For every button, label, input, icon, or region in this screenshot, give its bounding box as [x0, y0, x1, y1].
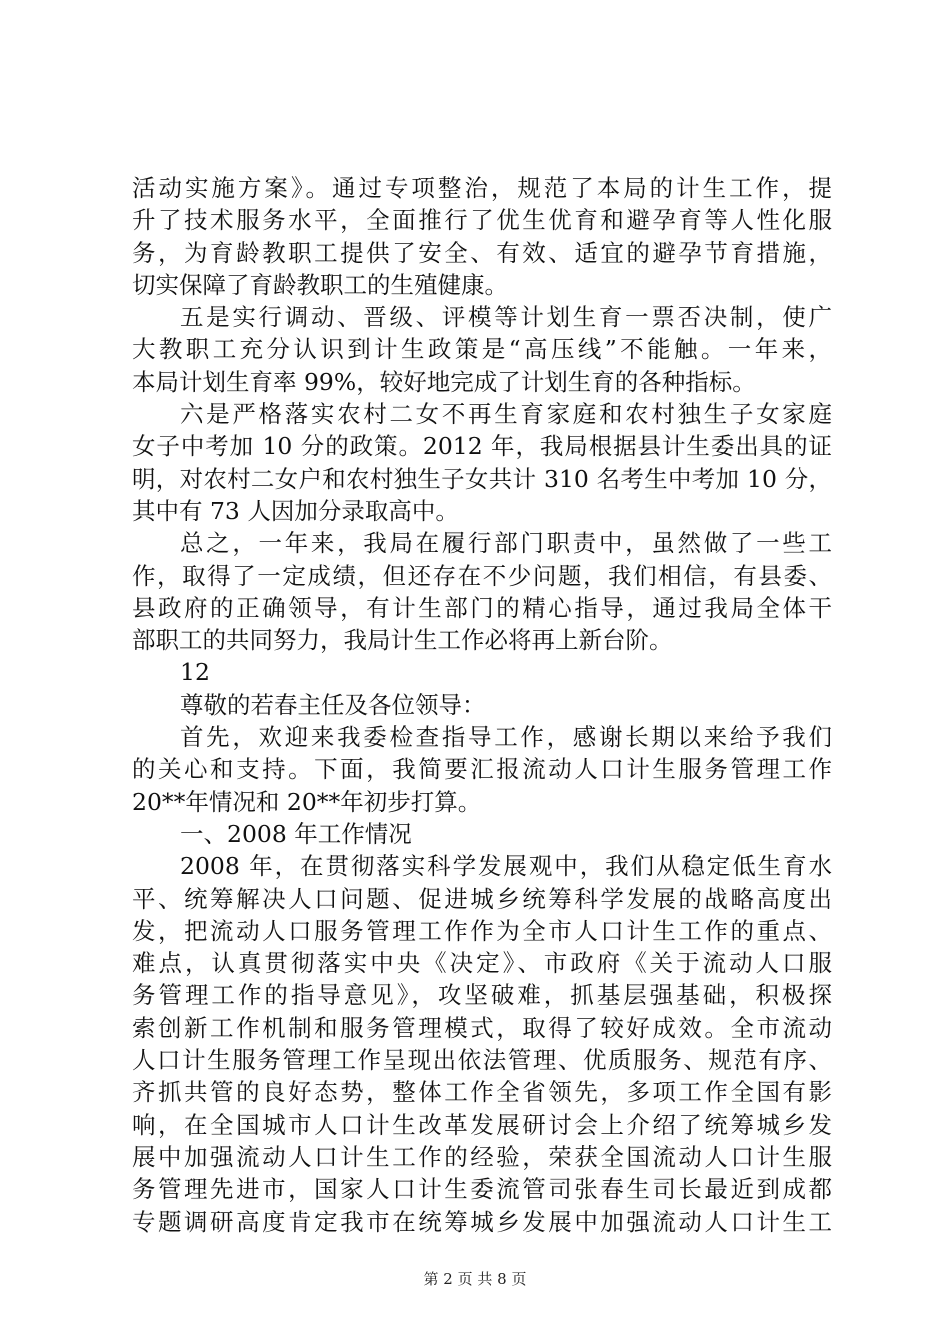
page-number: 第 2 页 共 8 页 [423, 1270, 527, 1288]
text-line: 其中有 73 人因加分录取高中。 [132, 496, 459, 525]
paragraph-start-line: 五是实行调动、晋级、评模等计划生育一票否决制，使广 [180, 303, 832, 332]
text-line: 平、统筹解决人口问题、促进城乡统筹科学发展的战略高度出 [132, 884, 832, 913]
salutation: 尊敬的若春主任及各位领导： [180, 690, 486, 719]
text-line: 务管理工作的指导意见》，攻坚破难，抓基层强基础，积极探 [132, 981, 832, 1010]
text-line: 响，在全国城市人口计生改革发展研讨会上介绍了统筹城乡发 [132, 1110, 832, 1139]
paragraph-start-line: 首先，欢迎来我委检查指导工作，感谢长期以来给予我们 [180, 723, 832, 752]
text-line: 展中加强流动人口计生工作的经验，荣获全国流动人口计生服 [132, 1142, 832, 1171]
text-line: 切实保障了育龄教职工的生殖健康。 [132, 270, 508, 299]
text-line: 活动实施方案》。通过专项整治，规范了本局的计生工作，提 [132, 174, 832, 202]
text-line: 县政府的正确领导，有计生部门的精心指导，通过我局全体干 [132, 593, 832, 622]
section-number: 12 [180, 658, 210, 687]
paragraph-start-line: 总之，一年来，我局在履行部门职责中，虽然做了一些工 [180, 529, 832, 558]
text-line: 女子中考加 10 分的政策。2012 年，我局根据县计生委出具的证 [132, 432, 832, 461]
text-line: 务管理先进市，国家人口计生委流管司张春生司长最近到成都 [132, 1175, 832, 1204]
paragraph-start-line: 2008 年，在贯彻落实科学发展观中，我们从稳定低生育水 [180, 852, 832, 881]
text-line: 的关心和支持。下面，我简要汇报流动人口计生服务管理工作 [132, 755, 832, 784]
text-line: 齐抓共管的良好态势，整体工作全省领先，多项工作全国有影 [132, 1078, 832, 1107]
text-line: 部职工的共同努力，我局计生工作必将再上新台阶。 [132, 626, 673, 655]
text-line: 专题调研高度肯定我市在统筹城乡发展中加强流动人口计生工 [132, 1207, 832, 1236]
document-body [132, 172, 832, 1238]
text-line: 大教职工充分认识到计生政策是“高压线”不能触。一年来， [132, 335, 832, 364]
text-line: 升了技术服务水平，全面推行了优生优育和避孕育等人性化服 [132, 206, 832, 235]
text-line: 本局计划生育率 99%，较好地完成了计划生育的各种指标。 [132, 367, 756, 396]
section-heading: 一、2008 年工作情况 [180, 819, 412, 848]
text-line: 索创新工作机制和服务管理模式，取得了较好成效。全市流动 [132, 1013, 832, 1042]
text-line: 发，把流动人口服务管理工作作为全市人口计生工作的重点、 [132, 916, 832, 945]
text-line: 明，对农村二女户和农村独生子女共计 310 名考生中考加 10 分， [132, 464, 832, 493]
text-line: 难点，认真贯彻落实中央《决定》、市政府《关于流动人口服 [132, 949, 832, 978]
text-line: 20**年情况和 20**年初步打算。 [132, 787, 482, 816]
paragraph-start-line: 六是严格落实农村二女不再生育家庭和农村独生子女家庭 [180, 400, 832, 429]
text-line: 作，取得了一定成绩，但还存在不少问题，我们相信，有县委、 [132, 561, 832, 590]
page-footer [0, 1269, 950, 1289]
text-line: 人口计生服务管理工作呈现出依法管理、优质服务、规范有序、 [132, 1046, 832, 1075]
text-line: 务，为育龄教职工提供了安全、有效、适宜的避孕节育措施， [132, 238, 832, 267]
